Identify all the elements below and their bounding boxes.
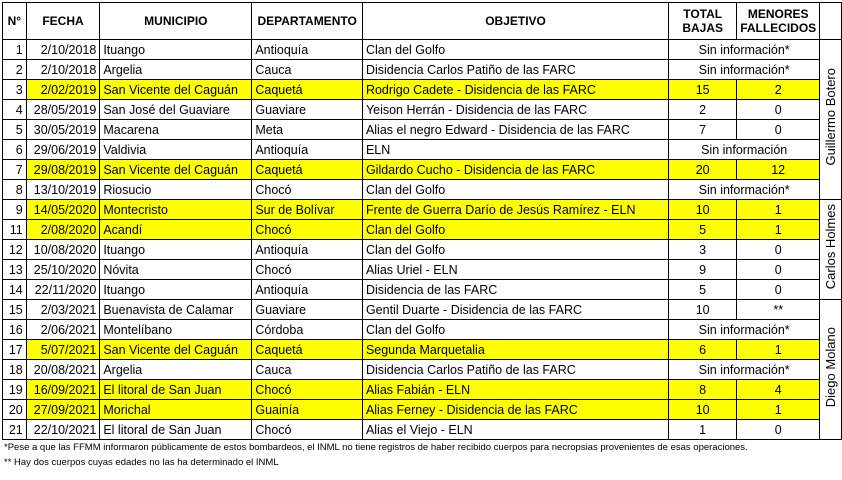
cell-total-bajas: 10 [669, 300, 737, 320]
cell-objetivo: Disidencia Carlos Patiño de las FARC [362, 60, 668, 80]
cell-departamento: Chocó [252, 260, 363, 280]
cell-objetivo: ELN [362, 140, 668, 160]
cell-objetivo: Alias Ferney - Disidencia de las FARC [362, 400, 668, 420]
cell-total-bajas: 5 [669, 280, 737, 300]
cell-num: 1 [3, 40, 27, 60]
header-total-line1: TOTAL [683, 7, 723, 21]
header-menores-line1: MENORES [747, 7, 809, 21]
cell-departamento: Guainía [252, 400, 363, 420]
cell-fecha: 5/07/2021 [26, 340, 100, 360]
table-row [3, 180, 842, 200]
cell-departamento: Sur de Bolívar [252, 200, 363, 220]
header-menores-fallecidos [737, 3, 820, 40]
cell-total-bajas: 10 [669, 200, 737, 220]
cell-departamento: Antioquía [252, 140, 363, 160]
table-row [3, 300, 842, 320]
cell-total-bajas: 6 [669, 340, 737, 360]
cell-departamento: Chocó [252, 220, 363, 240]
president-name: Guillermo Botero [822, 68, 838, 166]
cell-total-bajas: 7 [669, 120, 737, 140]
table-body [3, 40, 842, 440]
table-row [3, 140, 842, 160]
header-fecha: FECHA [26, 3, 100, 40]
cell-municipio: Acandí [100, 220, 252, 240]
cell-objetivo: Clan del Golfo [362, 180, 668, 200]
table-row [3, 360, 842, 380]
cell-objetivo: Clan del Golfo [362, 320, 668, 340]
cell-municipio: San Vicente del Caguán [100, 160, 252, 180]
cell-menores-fallecidos: 2 [737, 80, 820, 100]
table-row [3, 420, 842, 440]
cell-total-bajas: 1 [669, 420, 737, 440]
cell-municipio: San José del Guaviare [100, 100, 252, 120]
cell-objetivo: Rodrigo Cadete - Disidencia de las FARC [362, 80, 668, 100]
table-row [3, 260, 842, 280]
cell-objetivo: Alias Uriel - ELN [362, 260, 668, 280]
cell-num: 16 [3, 320, 27, 340]
table-row [3, 280, 842, 300]
cell-num: 6 [3, 140, 27, 160]
cell-municipio: Ituango [100, 280, 252, 300]
table-row [3, 60, 842, 80]
cell-num: 20 [3, 400, 27, 420]
cell-num: 21 [3, 420, 27, 440]
cell-num: 9 [3, 200, 27, 220]
cell-fecha: 14/05/2020 [26, 200, 100, 220]
table-row [3, 240, 842, 260]
cell-sin-informacion: Sin información* [669, 60, 820, 80]
bombardeos-table-container [2, 2, 842, 440]
table-row [3, 220, 842, 240]
cell-municipio: Riosucio [100, 180, 252, 200]
cell-municipio: Valdivia [100, 140, 252, 160]
cell-objetivo: Yeison Herrán - Disidencia de las FARC [362, 100, 668, 120]
cell-president [820, 40, 842, 200]
cell-total-bajas: 8 [669, 380, 737, 400]
table-row [3, 340, 842, 360]
cell-departamento: Caquetá [252, 340, 363, 360]
cell-menores-fallecidos: 0 [737, 420, 820, 440]
cell-objetivo: Frente de Guerra Darío de Jesús Ramírez - ELN [362, 200, 668, 220]
cell-objetivo: Disidencia Carlos Patiño de las FARC [362, 360, 668, 380]
cell-fecha: 10/08/2020 [26, 240, 100, 260]
cell-municipio: El litoral de San Juan [100, 420, 252, 440]
cell-sin-informacion: Sin información* [669, 320, 820, 340]
president-name: Diego Molano [822, 326, 838, 408]
cell-municipio: Montelíbano [100, 320, 252, 340]
cell-menores-fallecidos: 1 [737, 400, 820, 420]
cell-total-bajas: 10 [669, 400, 737, 420]
cell-municipio: Buenavista de Calamar [100, 300, 252, 320]
cell-departamento: Guaviare [252, 100, 363, 120]
cell-objetivo: Clan del Golfo [362, 220, 668, 240]
cell-departamento: Chocó [252, 180, 363, 200]
footnote-1: *Pese a que las FFMM informaron públicamente de estos bombardeos, el INML no tiene registros de haber recibido cuerpos para necropsias provenientes de esas operaciones. [4, 442, 748, 453]
cell-fecha: 30/05/2019 [26, 120, 100, 140]
header-menores-line2: FALLECIDOS [740, 21, 817, 35]
cell-departamento: Guaviare [252, 300, 363, 320]
cell-menores-fallecidos: 0 [737, 240, 820, 260]
cell-num: 15 [3, 300, 27, 320]
cell-num: 5 [3, 120, 27, 140]
cell-departamento: Antioquía [252, 240, 363, 260]
table-row [3, 380, 842, 400]
cell-total-bajas: 5 [669, 220, 737, 240]
cell-objetivo: Gentil Duarte - Disidencia de las FARC [362, 300, 668, 320]
cell-fecha: 2/02/2019 [26, 80, 100, 100]
cell-fecha: 2/10/2018 [26, 60, 100, 80]
cell-fecha: 25/10/2020 [26, 260, 100, 280]
footnotes [4, 440, 748, 470]
cell-objetivo: Segunda Marquetalia [362, 340, 668, 360]
cell-menores-fallecidos: 1 [737, 200, 820, 220]
cell-num: 8 [3, 180, 27, 200]
cell-fecha: 22/10/2021 [26, 420, 100, 440]
cell-objetivo: Gildardo Cucho - Disidencia de las FARC [362, 160, 668, 180]
cell-departamento: Antioquía [252, 40, 363, 60]
cell-total-bajas: 2 [669, 100, 737, 120]
cell-objetivo: Clan del Golfo [362, 40, 668, 60]
cell-fecha: 2/03/2021 [26, 300, 100, 320]
table-row [3, 40, 842, 60]
cell-sin-informacion: Sin información* [669, 180, 820, 200]
cell-fecha: 29/08/2019 [26, 160, 100, 180]
cell-sin-informacion: Sin información [669, 140, 820, 160]
header-total-line2: BAJAS [682, 21, 723, 35]
cell-num: 3 [3, 80, 27, 100]
cell-num: 7 [3, 160, 27, 180]
cell-objetivo: Clan del Golfo [362, 240, 668, 260]
cell-municipio: El litoral de San Juan [100, 380, 252, 400]
cell-total-bajas: 15 [669, 80, 737, 100]
header-total-bajas [669, 3, 737, 40]
cell-total-bajas: 9 [669, 260, 737, 280]
cell-president [820, 200, 842, 300]
table-row [3, 80, 842, 100]
cell-menores-fallecidos: 0 [737, 260, 820, 280]
footnote-2: ** Hay dos cuerpos cuyas edades no las ha determinado el INML [4, 457, 279, 468]
cell-menores-fallecidos: 12 [737, 160, 820, 180]
cell-menores-fallecidos: 0 [737, 280, 820, 300]
table-row [3, 200, 842, 220]
table-row [3, 120, 842, 140]
cell-total-bajas: 20 [669, 160, 737, 180]
cell-departamento: Cauca [252, 60, 363, 80]
header-num: N° [3, 3, 27, 40]
cell-sin-informacion: Sin información* [669, 40, 820, 60]
table-row [3, 160, 842, 180]
cell-departamento: Meta [252, 120, 363, 140]
table-row [3, 400, 842, 420]
cell-departamento: Antioquía [252, 280, 363, 300]
cell-municipio: Montecristo [100, 200, 252, 220]
cell-municipio: Macarena [100, 120, 252, 140]
cell-fecha: 13/10/2019 [26, 180, 100, 200]
cell-municipio: Nóvita [100, 260, 252, 280]
cell-num: 13 [3, 260, 27, 280]
cell-fecha: 2/08/2020 [26, 220, 100, 240]
cell-num: 18 [3, 360, 27, 380]
cell-fecha: 28/05/2019 [26, 100, 100, 120]
table-row [3, 100, 842, 120]
cell-objetivo: Disidencia de las FARC [362, 280, 668, 300]
cell-total-bajas: 3 [669, 240, 737, 260]
cell-municipio: San Vicente del Caguán [100, 340, 252, 360]
cell-objetivo: Alias Fabián - ELN [362, 380, 668, 400]
cell-menores-fallecidos: 0 [737, 120, 820, 140]
cell-municipio: San Vicente del Caguán [100, 80, 252, 100]
cell-fecha: 29/06/2019 [26, 140, 100, 160]
president-name: Carlos Holmes [822, 204, 838, 290]
cell-fecha: 22/11/2020 [26, 280, 100, 300]
cell-president [820, 300, 842, 440]
cell-departamento: Caquetá [252, 80, 363, 100]
cell-municipio: Argelia [100, 60, 252, 80]
cell-fecha: 2/10/2018 [26, 40, 100, 60]
header-municipio: MUNICIPIO [100, 3, 252, 40]
header-row [3, 3, 842, 40]
cell-menores-fallecidos: 4 [737, 380, 820, 400]
cell-num: 4 [3, 100, 27, 120]
cell-menores-fallecidos: 1 [737, 220, 820, 240]
cell-departamento: Chocó [252, 380, 363, 400]
cell-num: 19 [3, 380, 27, 400]
cell-fecha: 16/09/2021 [26, 380, 100, 400]
cell-fecha: 20/08/2021 [26, 360, 100, 380]
cell-departamento: Caquetá [252, 160, 363, 180]
cell-municipio: Morichal [100, 400, 252, 420]
header-president-blank [820, 3, 842, 40]
cell-departamento: Córdoba [252, 320, 363, 340]
cell-num: 17 [3, 340, 27, 360]
header-objetivo: OBJETIVO [362, 3, 668, 40]
cell-objetivo: Alias el Viejo - ELN [362, 420, 668, 440]
cell-municipio: Argelia [100, 360, 252, 380]
header-departamento: DEPARTAMENTO [252, 3, 363, 40]
cell-municipio: Ituango [100, 40, 252, 60]
cell-departamento: Chocó [252, 420, 363, 440]
cell-objetivo: Alias el negro Edward - Disidencia de las FARC [362, 120, 668, 140]
cell-num: 14 [3, 280, 27, 300]
cell-menores-fallecidos: 1 [737, 340, 820, 360]
cell-municipio: Ituango [100, 240, 252, 260]
cell-num: 11 [3, 220, 27, 240]
cell-departamento: Cauca [252, 360, 363, 380]
cell-menores-fallecidos: ** [737, 300, 820, 320]
cell-fecha: 27/09/2021 [26, 400, 100, 420]
cell-menores-fallecidos: 0 [737, 100, 820, 120]
cell-fecha: 2/06/2021 [26, 320, 100, 340]
bombardeos-table [2, 2, 842, 440]
cell-num: 2 [3, 60, 27, 80]
cell-sin-informacion: Sin información* [669, 360, 820, 380]
cell-num: 12 [3, 240, 27, 260]
table-row [3, 320, 842, 340]
